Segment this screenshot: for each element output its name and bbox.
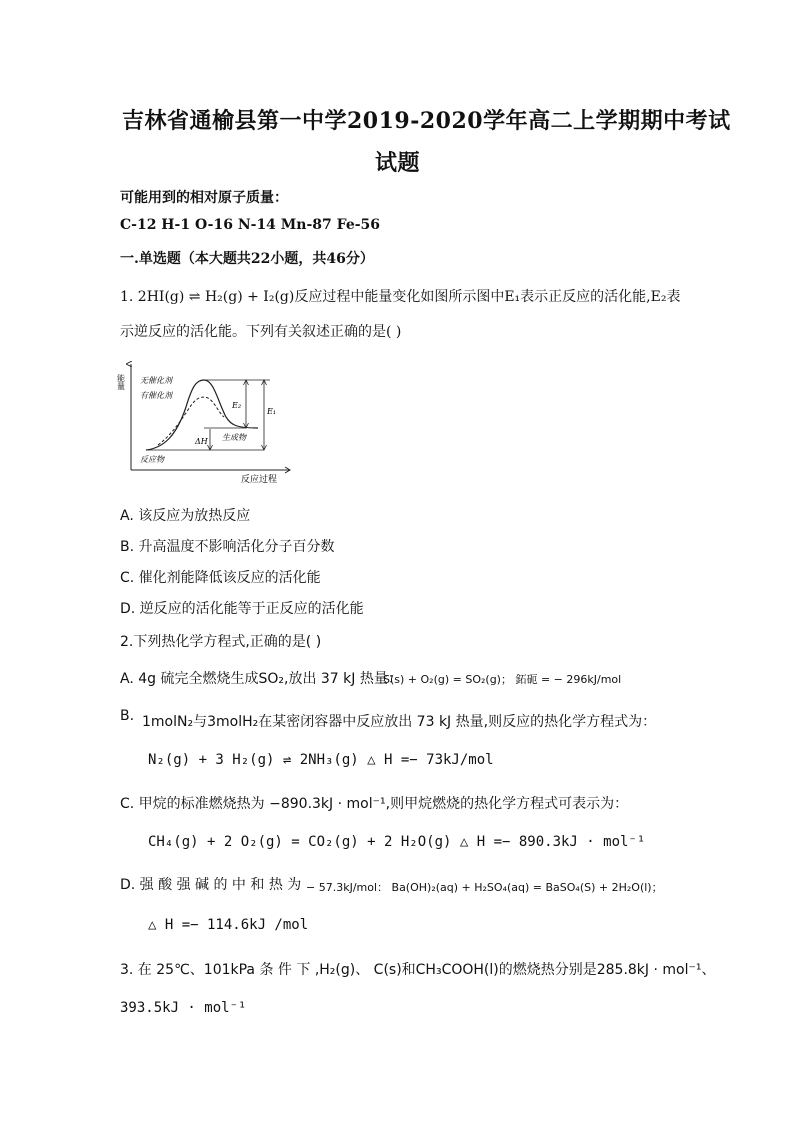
q2-option-b-text: 1molN₂与3molH₂在某密闭容器中反应放出 73 kJ 热量,则反应的热化学方程式为： <box>142 714 657 730</box>
section-heading: 一.单选题（本大题共22小题，共46分） <box>120 251 374 267</box>
q1-option-d: D. 逆反应的活化能等于正反应的活化能 <box>120 601 364 617</box>
q2-option-b-prefix: B. <box>120 708 135 724</box>
doc-title-line1: 吉林省通榆县第一中学2019-2020学年高二上学期期中考试 <box>122 108 731 134</box>
e2-label: E₂ <box>232 401 242 410</box>
e1-label: E₁ <box>267 407 277 416</box>
atomic-mass-heading: 可能用到的相对原子质量： <box>120 190 288 206</box>
dh-label: ΔH <box>195 437 208 446</box>
catalyzed-curve <box>158 397 224 445</box>
q2-option-d-text: D. 强 酸 强 碱 的 中 和 热 为 <box>120 877 302 893</box>
q1-option-a: A. 该反应为放热反应 <box>120 508 251 524</box>
product-label: 生成物 <box>222 433 246 442</box>
y-axis-label: 能量 <box>116 374 126 390</box>
q1-option-c: C. 催化剂能降低该反应的活化能 <box>120 570 321 586</box>
q2-option-b-equation: N₂(g) + 3 H₂(g) ⇌ 2NH₃(g) △ H =− 73kJ/mol <box>148 752 494 768</box>
q2-option-a-equation: S(s) + O₂(g) = SO₂(g)； 鉐砈 = − 296kJ/mol <box>383 673 622 686</box>
catalyzed-label: 有催化剂 <box>140 391 172 400</box>
doc-title-line2: 试题 <box>375 150 421 176</box>
q1-stem-line2: 示逆反应的活化能。下列有关叙述正确的是( ) <box>120 324 402 340</box>
uncatalyzed-label: 无催化剂 <box>140 376 172 385</box>
q1-option-b: B. 升高温度不影响活化分子百分数 <box>120 539 335 555</box>
q2-option-c-text: C. 甲烷的标准燃烧热为 −890.3kJ · mol⁻¹,则甲烷燃烧的热化学方程式可表示为： <box>120 796 629 812</box>
q2-stem: 2.下列热化学方程式,正确的是( ) <box>120 634 322 650</box>
energy-profile-diagram <box>118 362 293 486</box>
x-axis-label: 反应过程 <box>241 475 278 485</box>
q2-option-d-equation: − 57.3kJ/mol： Ba(OH)₂(aq) + H₂SO₄(aq) = BaSO₄(S) + 2H₂O(l)； <box>306 881 663 894</box>
q2-option-a-text: A. 4g 硫完全燃烧生成SO₂,放出 37 kJ 热量： <box>120 671 402 687</box>
q3-stem-line2: 393.5kJ · mol⁻¹ <box>120 1000 247 1016</box>
q3-stem-line1: 3. 在 25℃、101kPa 条 件 下 ,H₂(g)、 C(s)和CH₃COOH(l)的燃烧热分别是285.8kJ · mol⁻¹、 <box>120 962 716 978</box>
reactant-label: 反应物 <box>140 455 164 464</box>
q1-stem-line1: 1. 2HI(g) ⇌ H₂(g) + I₂(g)反应过程中能量变化如图所示图中E₁表示正反应的活化能,E₂表 <box>120 289 681 305</box>
q2-option-d-equation-line2: △ H =− 114.6kJ /mol <box>148 917 309 933</box>
atomic-mass-list: C-12 H-1 O-16 N-14 Mn-87 Fe-56 <box>120 217 381 233</box>
q2-option-c-equation: CH₄(g) + 2 O₂(g) = CO₂(g) + 2 H₂O(g) △ H =− 890.3kJ · mol⁻¹ <box>148 834 646 850</box>
